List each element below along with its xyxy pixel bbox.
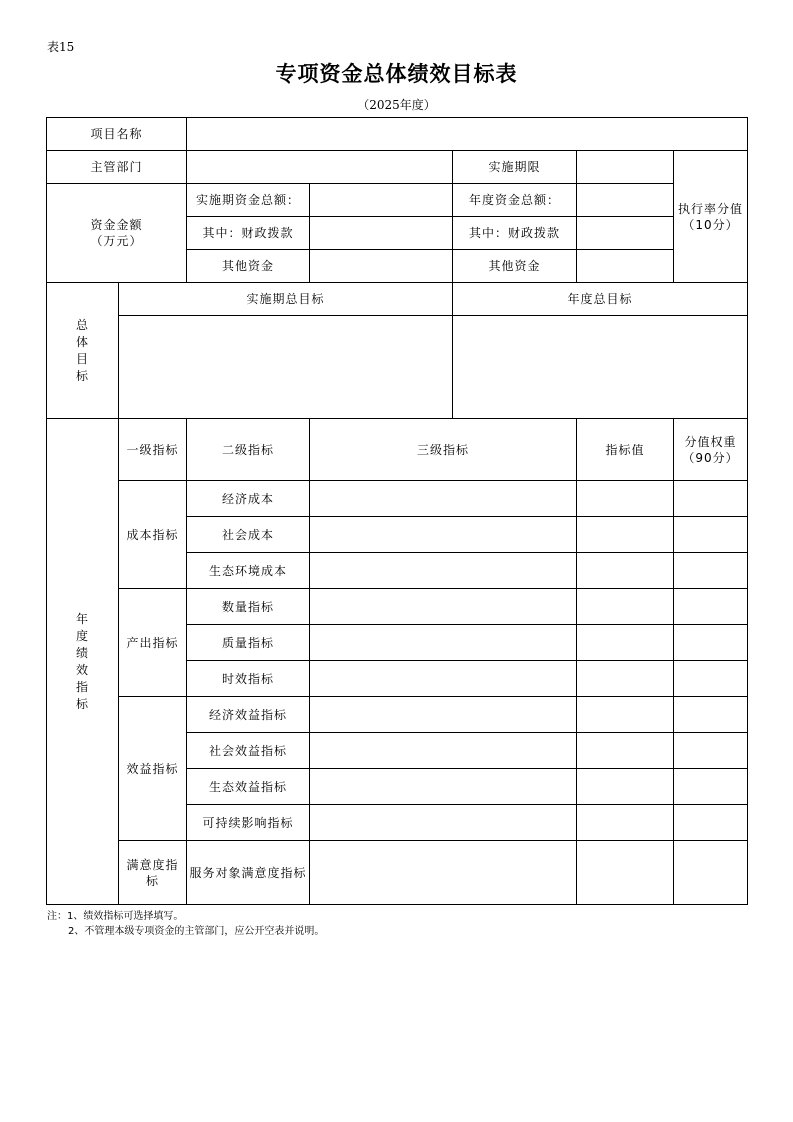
funds-label: 资金金额 （万元） bbox=[47, 184, 187, 283]
weight-field[interactable] bbox=[674, 661, 748, 697]
indicator-value-field[interactable] bbox=[577, 481, 674, 517]
fiscal-year-label: 其中：财政拨款 bbox=[453, 217, 577, 250]
level2-header: 二级指标 bbox=[187, 419, 310, 481]
row-goal-header bbox=[47, 283, 748, 316]
level3-indicator-field[interactable] bbox=[310, 805, 577, 841]
indicator-value-field[interactable] bbox=[577, 841, 674, 905]
page-title: 专项资金总体绩效目标表 bbox=[275, 62, 518, 86]
value-header: 指标值 bbox=[577, 419, 674, 481]
level2-indicator: 生态环境成本 bbox=[187, 553, 310, 589]
weight-field[interactable] bbox=[674, 517, 748, 553]
project-name-field[interactable] bbox=[187, 118, 748, 151]
funds-total-year-field[interactable] bbox=[577, 184, 674, 217]
dept-label: 主管部门 bbox=[47, 151, 187, 184]
level3-indicator-field[interactable] bbox=[310, 841, 577, 905]
other-year-label: 其他资金 bbox=[453, 250, 577, 283]
indicator-value-field[interactable] bbox=[577, 769, 674, 805]
dept-field[interactable] bbox=[187, 151, 453, 184]
level2-indicator: 可持续影响指标 bbox=[187, 805, 310, 841]
level1-header: 一级指标 bbox=[119, 419, 187, 481]
indicator-value-field[interactable] bbox=[577, 697, 674, 733]
notes bbox=[47, 909, 324, 939]
row-funds-total bbox=[47, 184, 748, 217]
note-1: 注：1、绩效指标可选择填写。 bbox=[47, 911, 184, 922]
table-number: 表15 bbox=[47, 40, 75, 54]
weight-field[interactable] bbox=[674, 589, 748, 625]
impl-goal-field[interactable] bbox=[119, 316, 453, 419]
level3-indicator-field[interactable] bbox=[310, 481, 577, 517]
indicator-row bbox=[47, 481, 748, 517]
other-year-field[interactable] bbox=[577, 250, 674, 283]
level3-indicator-field[interactable] bbox=[310, 589, 577, 625]
funds-total-impl-label: 实施期资金总额： bbox=[187, 184, 310, 217]
note-2: 2、不管理本级专项资金的主管部门，应公开空表并说明。 bbox=[68, 926, 325, 937]
weight-field[interactable] bbox=[674, 697, 748, 733]
weight-header: 分值权重 （90分） bbox=[674, 419, 748, 481]
indicator-value-field[interactable] bbox=[577, 589, 674, 625]
fiscal-impl-label: 其中：财政拨款 bbox=[187, 217, 310, 250]
project-name-label: 项目名称 bbox=[47, 118, 187, 151]
indicator-value-field[interactable] bbox=[577, 553, 674, 589]
indicator-value-field[interactable] bbox=[577, 733, 674, 769]
weight-field[interactable] bbox=[674, 553, 748, 589]
indicator-value-field[interactable] bbox=[577, 625, 674, 661]
weight-field[interactable] bbox=[674, 481, 748, 517]
level3-indicator-field[interactable] bbox=[310, 517, 577, 553]
page-subtitle: （2025年度） bbox=[357, 98, 436, 112]
indicator-value-field[interactable] bbox=[577, 805, 674, 841]
period-field[interactable] bbox=[577, 151, 674, 184]
fiscal-impl-field[interactable] bbox=[310, 217, 453, 250]
indicator-row bbox=[47, 697, 748, 733]
level2-indicator: 社会效益指标 bbox=[187, 733, 310, 769]
indicator-value-field[interactable] bbox=[577, 517, 674, 553]
weight-field[interactable] bbox=[674, 625, 748, 661]
level1-indicator: 产出指标 bbox=[119, 589, 187, 697]
annual-indicators-label: 年度绩效指标 bbox=[47, 419, 119, 905]
level3-header: 三级指标 bbox=[310, 419, 577, 481]
weight-field[interactable] bbox=[674, 805, 748, 841]
row-dept bbox=[47, 151, 748, 184]
indicator-value-field[interactable] bbox=[577, 661, 674, 697]
level2-indicator: 经济效益指标 bbox=[187, 697, 310, 733]
other-impl-label: 其他资金 bbox=[187, 250, 310, 283]
row-goal-content bbox=[47, 316, 748, 419]
funds-total-impl-field[interactable] bbox=[310, 184, 453, 217]
level2-indicator: 生态效益指标 bbox=[187, 769, 310, 805]
level2-indicator: 服务对象满意度指标 bbox=[187, 841, 310, 905]
level1-indicator: 满意度指标 bbox=[119, 841, 187, 905]
level3-indicator-field[interactable] bbox=[310, 733, 577, 769]
weight-field[interactable] bbox=[674, 769, 748, 805]
level3-indicator-field[interactable] bbox=[310, 697, 577, 733]
level2-indicator: 社会成本 bbox=[187, 517, 310, 553]
year-goal-label: 年度总目标 bbox=[453, 283, 748, 316]
row-project-name bbox=[47, 118, 748, 151]
weight-field[interactable] bbox=[674, 733, 748, 769]
exec-rate-label: 执行率分值 （10分） bbox=[674, 151, 748, 283]
level3-indicator-field[interactable] bbox=[310, 553, 577, 589]
level2-indicator: 经济成本 bbox=[187, 481, 310, 517]
level3-indicator-field[interactable] bbox=[310, 661, 577, 697]
indicator-row bbox=[47, 841, 748, 905]
funds-total-year-label: 年度资金总额： bbox=[453, 184, 577, 217]
year-goal-field[interactable] bbox=[453, 316, 748, 419]
level3-indicator-field[interactable] bbox=[310, 769, 577, 805]
performance-table bbox=[46, 117, 748, 905]
level1-indicator: 效益指标 bbox=[119, 697, 187, 841]
level2-indicator: 质量指标 bbox=[187, 625, 310, 661]
other-impl-field[interactable] bbox=[310, 250, 453, 283]
level2-indicator: 数量指标 bbox=[187, 589, 310, 625]
indicator-row bbox=[47, 589, 748, 625]
level1-indicator: 成本指标 bbox=[119, 481, 187, 589]
period-label: 实施期限 bbox=[453, 151, 577, 184]
level3-indicator-field[interactable] bbox=[310, 625, 577, 661]
overall-goal-label: 总体目标 bbox=[47, 283, 119, 419]
fiscal-year-field[interactable] bbox=[577, 217, 674, 250]
weight-field[interactable] bbox=[674, 841, 748, 905]
row-indicator-header bbox=[47, 419, 748, 481]
level2-indicator: 时效指标 bbox=[187, 661, 310, 697]
impl-goal-label: 实施期总目标 bbox=[119, 283, 453, 316]
